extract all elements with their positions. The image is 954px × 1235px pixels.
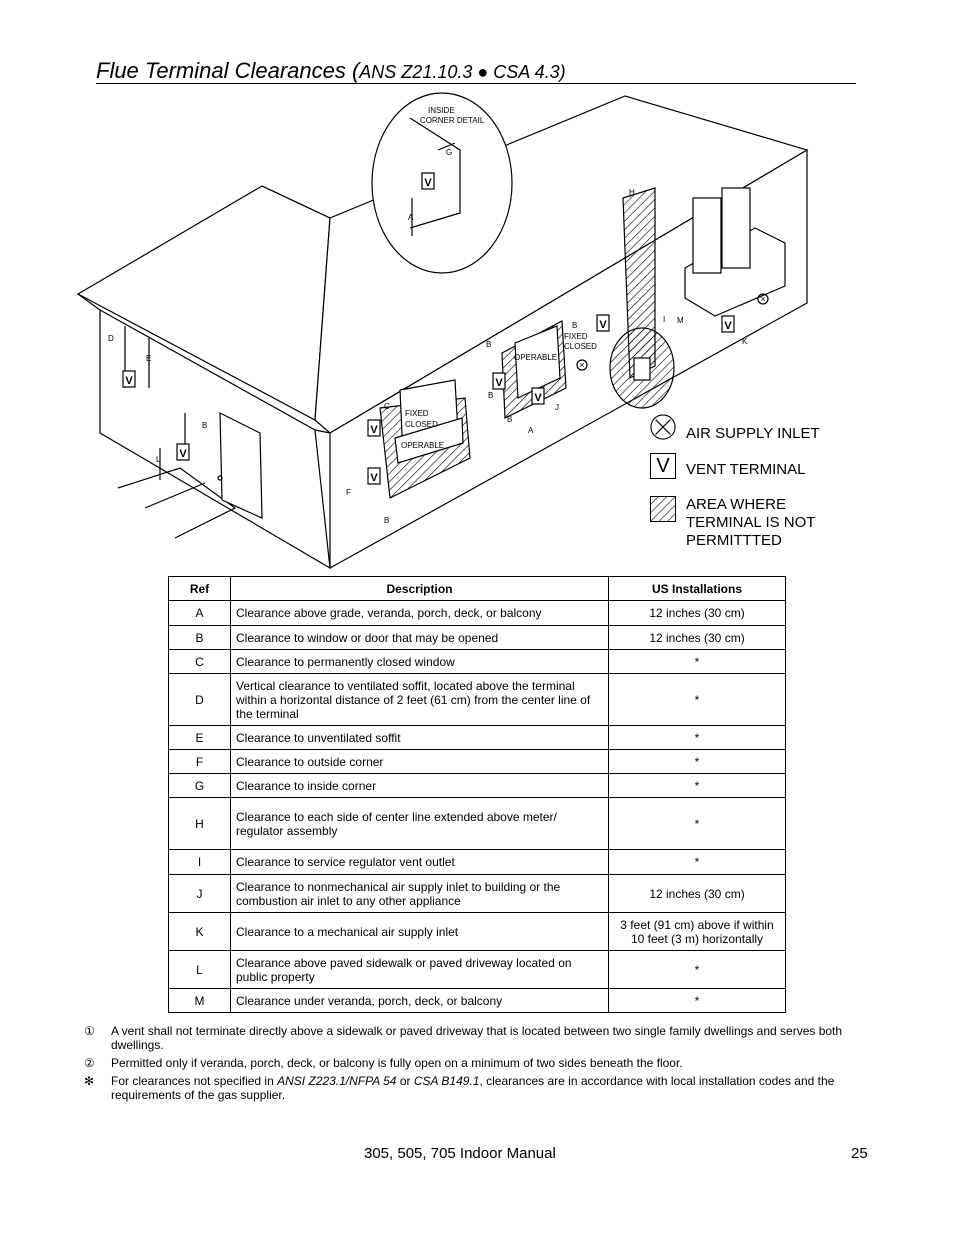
ref-cell: A bbox=[169, 601, 231, 626]
svg-text:V: V bbox=[424, 177, 432, 189]
title-main: Flue Terminal Clearances ( bbox=[96, 58, 360, 83]
footnote-text: Permitted only if veranda, porch, deck, or balcony is fully open on a minimum of two sides beneath the floor. bbox=[111, 1056, 683, 1070]
us-cell: * bbox=[609, 951, 786, 989]
us-cell: * bbox=[609, 726, 786, 750]
label-e: E bbox=[146, 354, 152, 363]
legend-air-supply-label: AIR SUPPLY INLET bbox=[686, 425, 820, 442]
ref-cell: L bbox=[169, 951, 231, 989]
label-fixed-right: FIXED bbox=[564, 332, 588, 341]
label-f: F bbox=[346, 488, 351, 497]
us-cell: 12 inches (30 cm) bbox=[609, 626, 786, 650]
ref-cell: E bbox=[169, 726, 231, 750]
footnote bbox=[84, 1024, 874, 1052]
label-i: I bbox=[663, 315, 666, 324]
footnote-text: A vent shall not terminate directly above a sidewalk or paved driveway that is located between two single family dwellings and serves both dwellings. bbox=[111, 1024, 843, 1052]
ref-cell: I bbox=[169, 850, 231, 875]
label-b-door: B bbox=[202, 421, 208, 430]
page-title bbox=[96, 58, 856, 84]
table-row bbox=[169, 774, 786, 798]
us-cell: * bbox=[609, 989, 786, 1013]
svg-text:V: V bbox=[370, 424, 378, 436]
legend-vent-label: VENT TERMINAL bbox=[686, 461, 806, 478]
footnote-marker: ② bbox=[84, 1056, 95, 1070]
label-b-upper: B bbox=[486, 340, 492, 349]
description-cell: Clearance to unventilated soffit bbox=[231, 726, 609, 750]
description-cell: Clearance to outside corner bbox=[231, 750, 609, 774]
label-fixed-left: FIXED bbox=[405, 409, 429, 418]
us-cell: * bbox=[609, 674, 786, 726]
table-row bbox=[169, 798, 786, 850]
label-closed-right: CLOSED bbox=[564, 342, 597, 351]
table-header-row bbox=[169, 577, 786, 601]
footnote-marker: ✻ bbox=[84, 1074, 95, 1088]
us-cell: 3 feet (91 cm) above if within 10 feet (3 m) horizontally bbox=[609, 913, 786, 951]
label-inside: INSIDE bbox=[428, 106, 455, 115]
label-j: J bbox=[555, 403, 559, 412]
ref-cell: M bbox=[169, 989, 231, 1013]
footnote-text: For clearances not specified in ANSI Z223.1/NFPA 54 or CSA B149.1, clearances are in accordance with local installation codes and the requirements of the gas supplier. bbox=[111, 1074, 835, 1102]
svg-text:V: V bbox=[179, 448, 187, 460]
label-b-mid: B bbox=[488, 391, 494, 400]
us-cell: * bbox=[609, 798, 786, 850]
svg-text:V: V bbox=[125, 375, 133, 387]
clearance-table bbox=[168, 576, 786, 1013]
ref-cell: K bbox=[169, 913, 231, 951]
table-row bbox=[169, 650, 786, 674]
label-b-low: B bbox=[507, 415, 513, 424]
description-cell: Clearance to each side of center line extended above meter/ regulator assembly bbox=[231, 798, 609, 850]
table-row bbox=[169, 750, 786, 774]
table-row bbox=[169, 989, 786, 1013]
footnote bbox=[84, 1074, 874, 1102]
table-row bbox=[169, 951, 786, 989]
legend-not-permitted bbox=[650, 496, 836, 550]
description-cell: Clearance under veranda, porch, deck, or balcony bbox=[231, 989, 609, 1013]
description-cell: Clearance to window or door that may be opened bbox=[231, 626, 609, 650]
label-m: M bbox=[677, 316, 684, 325]
svg-text:×: × bbox=[760, 294, 766, 304]
header-ref: Ref bbox=[169, 577, 231, 601]
label-operable-right: OPERABLE bbox=[514, 353, 558, 362]
table-row bbox=[169, 875, 786, 913]
label-operable-left: OPERABLE bbox=[401, 441, 445, 450]
us-cell: * bbox=[609, 850, 786, 875]
svg-text:×: × bbox=[579, 360, 585, 370]
ref-cell: D bbox=[169, 674, 231, 726]
label-h: H bbox=[629, 188, 635, 197]
label-k: K bbox=[742, 337, 748, 346]
air-supply-inlet-icon bbox=[650, 414, 676, 440]
description-cell: Clearance to service regulator vent outlet bbox=[231, 850, 609, 875]
legend-air-supply bbox=[650, 414, 836, 443]
table-row bbox=[169, 913, 786, 951]
footnote bbox=[84, 1056, 874, 1070]
table-row bbox=[169, 850, 786, 875]
description-cell: Clearance above paved sidewalk or paved driveway located on public property bbox=[231, 951, 609, 989]
header-description: Description bbox=[231, 577, 609, 601]
footer-manual-title: 305, 505, 705 Indoor Manual bbox=[364, 1145, 556, 1162]
ref-cell: F bbox=[169, 750, 231, 774]
legend-not-permitted-label: AREA WHERE TERMINAL IS NOT PERMITTTED bbox=[686, 496, 816, 549]
us-cell: 12 inches (30 cm) bbox=[609, 875, 786, 913]
us-cell: * bbox=[609, 650, 786, 674]
us-cell: 12 inches (30 cm) bbox=[609, 601, 786, 626]
title-standard: ANS Z21.10.3 ● CSA 4.3) bbox=[359, 62, 566, 82]
label-g: G bbox=[446, 148, 453, 157]
footnotes bbox=[84, 1024, 874, 1106]
label-closed-left: CLOSED bbox=[405, 420, 438, 429]
svg-text:V: V bbox=[370, 472, 378, 484]
description-cell: Clearance to nonmechanical air supply inlet to building or the combustion air inlet to any other appliance bbox=[231, 875, 609, 913]
ref-cell: B bbox=[169, 626, 231, 650]
description-cell: Clearance to inside corner bbox=[231, 774, 609, 798]
svg-text:V: V bbox=[534, 392, 542, 404]
us-cell: * bbox=[609, 774, 786, 798]
header-us-installations: US Installations bbox=[609, 577, 786, 601]
label-l: L bbox=[156, 455, 161, 464]
description-cell: Clearance to a mechanical air supply inlet bbox=[231, 913, 609, 951]
ref-cell: C bbox=[169, 650, 231, 674]
us-cell: * bbox=[609, 750, 786, 774]
table-row bbox=[169, 601, 786, 626]
label-c: C bbox=[384, 402, 390, 411]
label-b-bottom: B bbox=[384, 516, 390, 525]
vent-terminal-icon: V bbox=[650, 453, 676, 479]
description-cell: Clearance to permanently closed window bbox=[231, 650, 609, 674]
not-permitted-area-icon bbox=[650, 496, 676, 522]
description-cell: Vertical clearance to ventilated soffit, located above the terminal within a horizontal distance of 2 feet (61 cm) from the center line of the terminal bbox=[231, 674, 609, 726]
ref-cell: J bbox=[169, 875, 231, 913]
label-a-detail: A bbox=[408, 213, 414, 222]
footnote-marker: ① bbox=[84, 1024, 95, 1038]
table-row bbox=[169, 626, 786, 650]
label-d: D bbox=[108, 334, 114, 343]
label-corner-detail: CORNER DETAIL bbox=[420, 116, 485, 125]
page-number: 25 bbox=[851, 1145, 868, 1162]
table-row bbox=[169, 674, 786, 726]
label-a-main: A bbox=[528, 426, 534, 435]
svg-text:V: V bbox=[495, 377, 503, 389]
label-b-top: B bbox=[572, 321, 578, 330]
svg-text:V: V bbox=[724, 320, 732, 332]
description-cell: Clearance above grade, veranda, porch, deck, or balcony bbox=[231, 601, 609, 626]
ref-cell: G bbox=[169, 774, 231, 798]
legend-vent bbox=[650, 453, 836, 479]
table-row bbox=[169, 726, 786, 750]
ref-cell: H bbox=[169, 798, 231, 850]
svg-text:V: V bbox=[599, 319, 607, 331]
